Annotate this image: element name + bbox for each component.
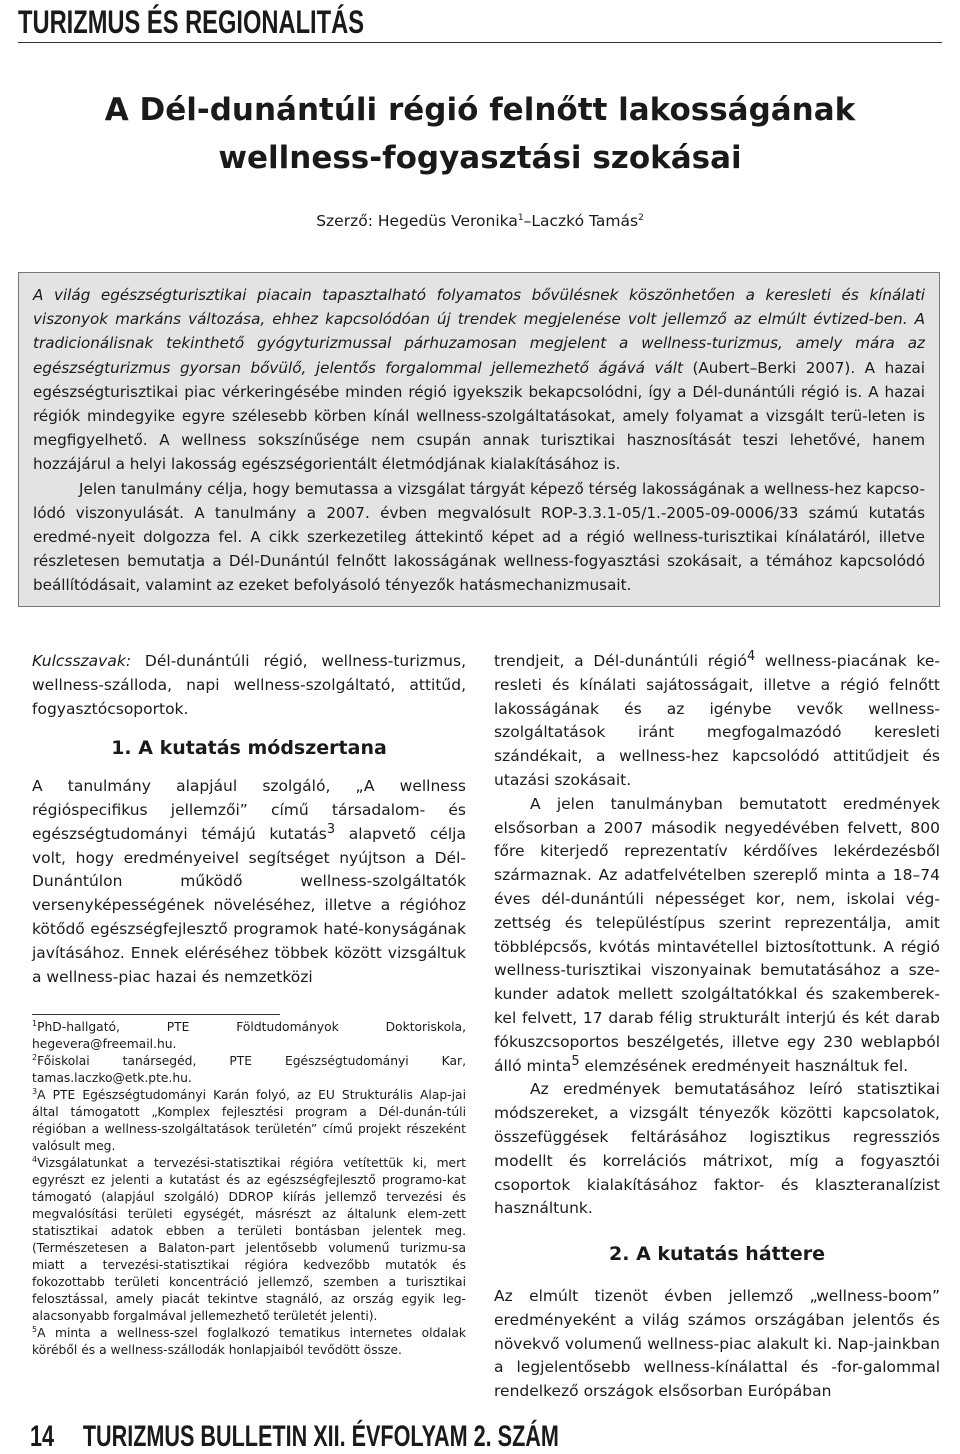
keywords-label: Kulcsszavak: [32,652,132,670]
footnote-3 [32,1087,466,1155]
keywords-list: Dél-dunántúli régió, wellness-turizmus, wellness-szálloda, napi wellness-szolgáltató, attitűd, fogyasztócsoportok. [32,652,466,718]
footnote-3-text: A PTE Egészségtudományi Karán folyó, az EU Strukturális Alap-jai által támogatott „Komplex fejlesztési program a Dél-dunán-túli régióban a wellness-szolgáltatások területén” című projekt részeként valósult meg. [32,1088,466,1153]
author1-footnote-ref[interactable]: 1 [517,212,524,223]
left-paragraph-1-b: alapvető célja volt, hogy eredményeivel segítséget nyújtson a Dél-Dunántúlon működő wellness-szolgáltatók versenyképességének növeléséhez, illetve a régióhoz kötődő egészségfejlesztő programok haté-konyságának javításához. Ennek eléréséhez többek között vizsgáltuk a wellness-piac hazai és nemzetközi [32,824,466,986]
page-footer [30,1420,559,1454]
keywords [32,650,466,721]
heading-background: 2. A kutatás háttere [609,1243,825,1266]
footnote-rule [32,1014,280,1015]
authors [0,212,960,230]
footnote-4-num: 4 [32,1154,38,1164]
footnote-5 [32,1325,466,1359]
footnote-ref-4[interactable]: 4 [746,648,756,664]
journal-name: TURIZMUS BULLETIN XII. ÉVFOLYAM 2. SZÁM [82,1420,559,1453]
abstract-paragraph-2: Jelen tanulmány célja, hogy bemutassa a vizsgálat tárgyát képező térség lakosságának a wellness-hez kapcso-lódó viszonyulását. A tanulmány a 2007. évben megvalósult ROP-3.3.1-05/1.-2005-09-0006/33 számú kutatás eredmé-nyeit dolgozza fel. A cikk szerkezetileg áttekintő képet ad a régió wellness-turisztikai kínálatáról, illetve részletesen bemutatja a Dél-Dunántúl felnőtt lakosságának wellness-fogyasztási szokásait, a témához kapcsolódó beállítódásait, valamint az ezeket befolyásoló tényezők hatásmechanizmusait. [33,479,925,595]
footnote-3-num: 3 [32,1086,38,1096]
header-rule [18,42,942,43]
authors-prefix: Szerző: Hegedüs Veronika [316,212,518,230]
abstract-continued: A hazai egészségturisztikai piac vérkeringésébe minden régió igyekszik bekapcsolódni, így a Dél-dunántúli régió is. A hazai régiók mindegyike egyre szélesebb körben kínál wellness-szolgáltatásokat, amely folyamat a vizsgált terü-leten is megfigyelhető. A wellness sokszínűsége nem csupán annak turisztikai hasznosítását teszi lehetővé, hanem hozzájárul a helyi lakosság egészségorientált életmódjának kialakításához is. [33,358,926,474]
authors-second: –Laczkó Tamás [523,212,639,230]
article-title-line1: A Dél-dunántúli régió felnőtt lakosságának [104,92,856,128]
abstract-citation: (Aubert–Berki 2007). [682,358,856,377]
right-paragraph-1-b: wellness-piacának ke-resleti és kínálati sajátosságait, illetve a régió felnőtt lakosságának és az igénybe vevők wellness-szolgáltatások iránt megfogalmazódó keresleti szándékait, a wellness-hez kapcsolódó attitűdjeit és utazási szokásait. [494,652,940,789]
right-paragraph-3: Az eredmények bemutatásához leíró statisztikai módszereket, a vizsgált tényezők közötti kapcsolatok, összefüggések feltárásához logisztikus regressziós modellt és korrelációs mátrixot, míg a fogyasztói csoportok kialakításához faktor- és klaszteranalízist használtunk. [494,1080,940,1218]
footnote-ref-5[interactable]: 5 [571,1053,580,1069]
footnote-2-text: Főiskolai tanársegéd, PTE Egészségtudományi Kar, tamas.laczko@etk.pte.hu. [32,1054,466,1085]
left-column [32,650,466,989]
footnote-1 [32,1019,466,1053]
right-paragraph-2-a: A jelen tanulmányban bemutatott eredmények elsősorban a 2007 második negyedévében felvett, 800 főre kiterjedő reprezentatív kérdőíves lekérdezésből származnak. Az adatfelvételben szereplő minta a 18–74 éves dél-dunántúli népességet kor, nem, iskolai vég-zettség és településtípus szerint reprezentálja, amit többlépcsős, kvótás mintavétellel biztosítottunk. A régió wellness-turisztikai viszonyainak bemutatásához a sze-kunder adatok mellett szolgáltatókkal és szakemberek-kel felvett, 17 darab félig strukturált interjú és két darab fókuszcsoportos beszélgetés, illetve egy 230 weblapból álló minta [494,794,940,1075]
abstract-italic-text: A világ egészségturisztikai piacain tapasztalható folyamatos bővülésnek köszönhetően a keresleti és kínálati viszonyok markáns változása, ehhez kapcsolódóan új trendek megjelenése volt jellemző az elmúlt évtized-ben. A tradicionálisnak tekinthető gyógyturizmussal párhuzamosan megjelent a wellness-turizmus, amely mára az egészségturizmus gyorsan bővülő, jelentős forgalommal jellemezhető ágává vált [33,286,925,377]
left-paragraph-1-a: A tanulmány alapjául szolgáló, „A wellness régióspecifikus jellemzői” című társadalom- és egészségtudományi témájú kutatás [32,777,466,843]
footnote-1-num: 1 [32,1018,38,1028]
section-header: TURIZMUS ÉS REGIONALITÁS [18,4,364,40]
footnote-ref-3[interactable]: 3 [326,821,336,837]
abstract-paragraph-1 [33,283,925,477]
footnote-5-num: 5 [32,1324,38,1334]
right-paragraph-4: Az elmúlt tizenöt évben jellemző „wellness-boom” eredményeként a világ számos országában jelentős és növekvő volumenű wellness-piac alakult ki. Nap-jainkban a legjelentősebb wellness-kínálattal és -for-galommal rendelkező országok elsősorban Európában [494,1286,940,1401]
right-column [494,650,940,1404]
footnote-5-text: A minta a wellness-szel foglalkozó tematikus internetes oldalak köréből és a wellness-szállodák honlapjaiból tevődött össze. [32,1326,466,1357]
heading-methodology: 1. A kutatás módszertana [111,737,387,760]
footnote-4-text: Vizsgálatunkat a tervezési-statisztikai régióra vetítettük ki, mert egyrészt ez jelenti a kutatást és az egészségfejlesztő programo-kat támogató (alapjául szolgáló) DDROP kiírás jellemző tervezési és megvalósítási területi egységét, másrészt az általunk elem-zett statisztikai adatok ebben a területi bontásban jelentek meg. (Természetesen a Balaton-part jelentősebb volumenű turizmu-sa miatt a tervezési-statisztikai régióra kedvezőbb mutatók és fokozottabb területi koncentráció jellemző, szemben a turisztikai felosztással, amely piacát tekintve stagnáló, az ország egyik leg-alacsonyabb forgalmával jellemezhető területét jelenti). [32,1156,466,1323]
right-paragraph-1 [494,650,940,793]
abstract-box [18,272,940,607]
author2-footnote-ref[interactable]: 2 [638,212,644,223]
right-paragraph-2-b: elemzésének eredményeit használtuk fel. [579,1056,909,1075]
footnotes [32,1019,466,1359]
footnote-2 [32,1053,466,1087]
right-paragraph-2 [494,793,940,1079]
footnote-2-num: 2 [32,1052,38,1062]
left-paragraph-1 [32,775,466,989]
footnote-1-text: PhD-hallgató, PTE Földtudományok Doktoriskola, hegevera@freemail.hu. [32,1020,466,1051]
article-title [0,86,960,182]
page-number: 14 [30,1420,55,1453]
article-title-line2: wellness-fogyasztási szokásai [218,140,742,176]
right-paragraph-1-a: trendjeit, a Dél-dunántúli régió [494,652,747,670]
footnote-4 [32,1155,466,1325]
